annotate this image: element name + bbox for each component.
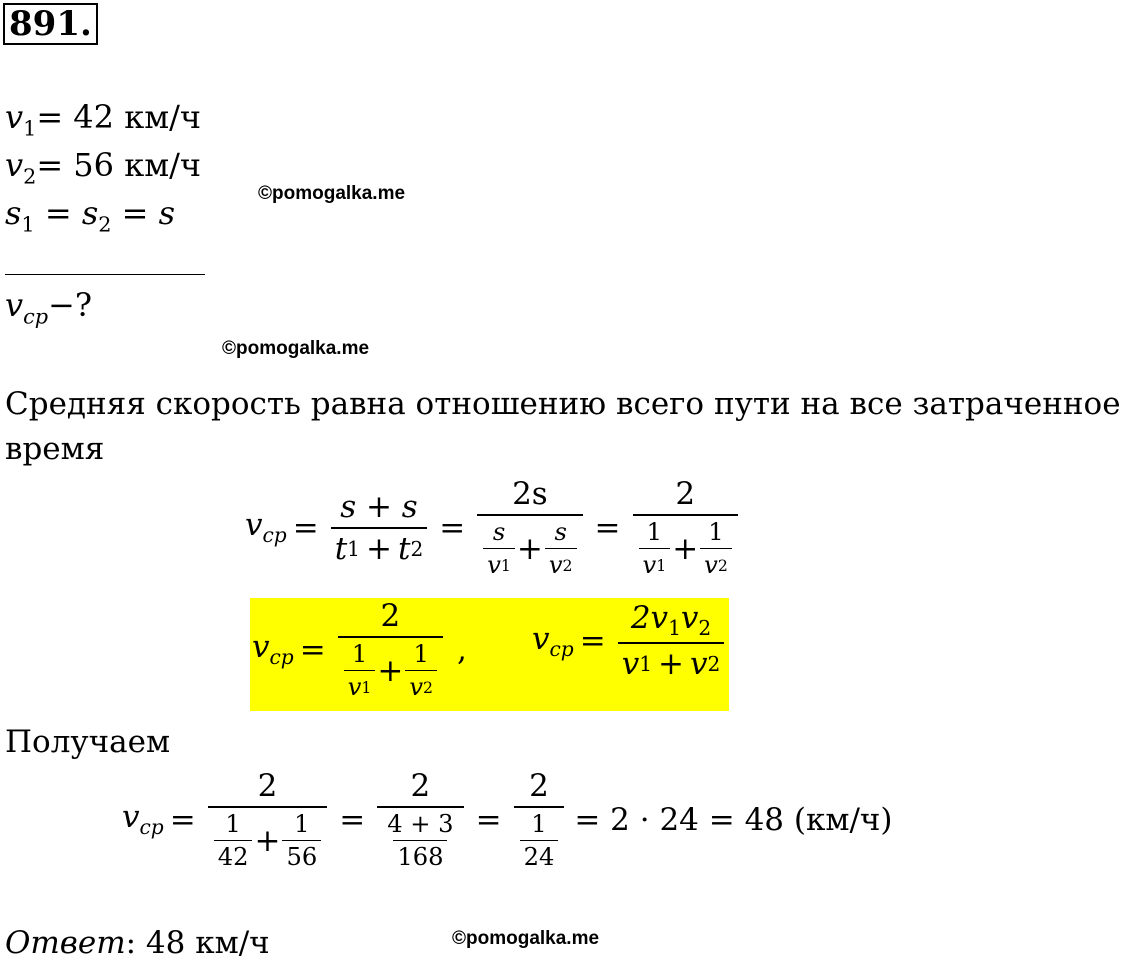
fraction: 2 1 v 1 + 1 v 2 — [633, 476, 738, 579]
explanation-line2: время — [5, 431, 105, 467]
received-label: Получаем — [5, 724, 171, 760]
problem-number: 891. — [3, 3, 98, 45]
given-v1: $v_1= 42$ км/ч — [5, 98, 202, 141]
watermark: ©pomogalka.me — [258, 183, 406, 204]
watermark: ©pomogalka.me — [452, 928, 600, 949]
watermark: ©pomogalka.me — [222, 338, 370, 359]
find-vcp: $v_{ср}-$? — [5, 286, 93, 329]
fraction: $\frac{2}{\frac{1}{24}}$ — [514, 768, 565, 871]
given-divider — [5, 274, 205, 275]
result-formula-1: $v_{ср}$ = 2 1 v 1 + 1 v 2 , — [252, 598, 467, 701]
result-formula-2: $v_{ср}$ = $2v_1v_2$ v 1 + v 2 — [532, 600, 730, 682]
fraction: $2v_1v_2$ v 1 + v 2 — [618, 600, 725, 682]
fraction: 2s s v 1 + s v 2 — [477, 476, 582, 579]
fraction: $\frac{2}{\frac{4 + 3}{168}}$ — [377, 768, 463, 871]
given-v2: $v_2= 56$ км/ч — [5, 146, 202, 189]
answer: Ответ: 48 км/ч — [5, 925, 270, 961]
given-s: $s_1 = s_2 = s$ — [5, 194, 176, 237]
numeric-calculation: $v_{ср}$ = 2 $\frac{1}{42}$ + $\frac{1}{56}$ = $\frac{2}{\frac{4 + 3}{168}}$ = $\frac{2}{\frac{1}{24}}$ = 2 · 24 = 48 (км/ч) — [122, 768, 893, 871]
avg-speed-derivation: $v_{ср}$ = s + s t 1 + t 2 = 2s s v 1 + s v 2 = 2 1 v 1 + 1 v 2 — [245, 476, 744, 579]
fraction: 2 $\frac{1}{42}$ + $\frac{1}{56}$ — [208, 768, 328, 871]
explanation-line1: Средняя скорость равна отношению всего пути на все затраченное — [5, 386, 1121, 422]
fraction: s + s t 1 + t 2 — [331, 489, 428, 567]
fraction: 2 1 v 1 + 1 v 2 — [338, 598, 443, 701]
